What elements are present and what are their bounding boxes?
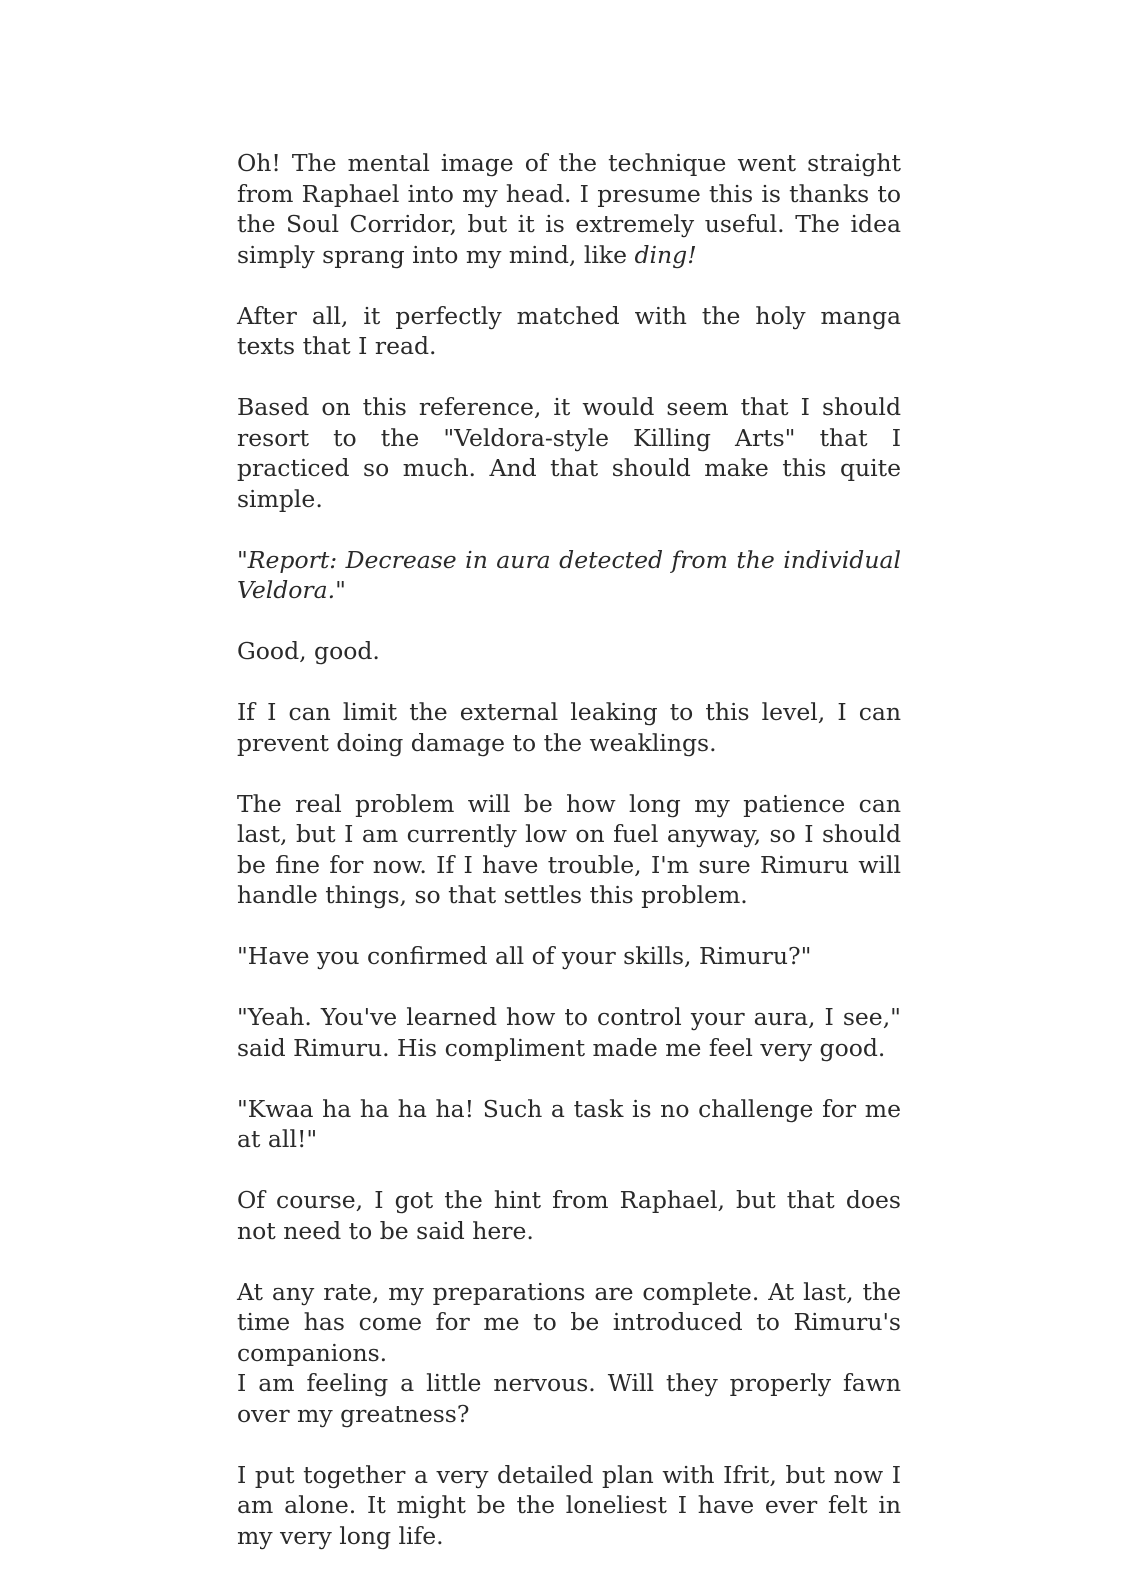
paragraph-7: The real problem will be how long my patience can last, but I am currently low on fuel anyway, so I should be fine for now. If I have trouble, I'm sure Rimuru will handle things, so that settles this problem. xyxy=(237,789,901,909)
paragraph-4-report: "Report: Decrease in aura detected from the individual Veldora." xyxy=(237,545,901,604)
paragraph-12 xyxy=(237,1277,901,1430)
paragraph-12-line-2: I am feeling a little nervous. Will they properly fawn over my greatness? xyxy=(237,1369,901,1428)
paragraph-1 xyxy=(237,148,901,270)
paragraph-12-line-1: At any rate, my preparations are complete. At last, the time has come for me to be introduced to Rimuru's companions. xyxy=(237,1277,901,1367)
paragraph-6: If I can limit the external leaking to this level, I can prevent doing damage to the weaklings. xyxy=(237,698,901,757)
paragraph-2: After all, it perfectly matched with the holy manga texts that I read. xyxy=(237,301,901,360)
paragraph-8-dialogue: "Have you confirmed all of your skills, Rimuru?" xyxy=(237,942,812,970)
paragraph-10-dialogue: "Kwaa ha ha ha ha! Such a task is no challenge for me at all!" xyxy=(237,1094,901,1153)
paragraph-3: Based on this reference, it would seem that I should resort to the "Veldora-style Killing Arts" that I practiced so much. And that should make this quite simple. xyxy=(237,393,901,513)
body-text xyxy=(237,148,901,1582)
paragraph-1-text: Oh! The mental image of the technique went straight from Raphael into my head. I presume this is thanks to the Soul Corridor, but it is extremely useful. The idea simply sprang into my mind, like xyxy=(237,149,901,269)
paragraph-13: I put together a very detailed plan with Ifrit, but now I am alone. It might be the loneliest I have ever felt in my very long life. xyxy=(237,1460,901,1550)
paragraph-5: Good, good. xyxy=(237,637,380,665)
paragraph-11: Of course, I got the hint from Raphael, but that does not need to be said here. xyxy=(237,1186,901,1245)
paragraph-9-dialogue: "Yeah. You've learned how to control your aura, I see," said Rimuru. His compliment made me feel very good. xyxy=(237,1003,901,1062)
paragraph-1-emphasis: ding! xyxy=(634,240,697,269)
